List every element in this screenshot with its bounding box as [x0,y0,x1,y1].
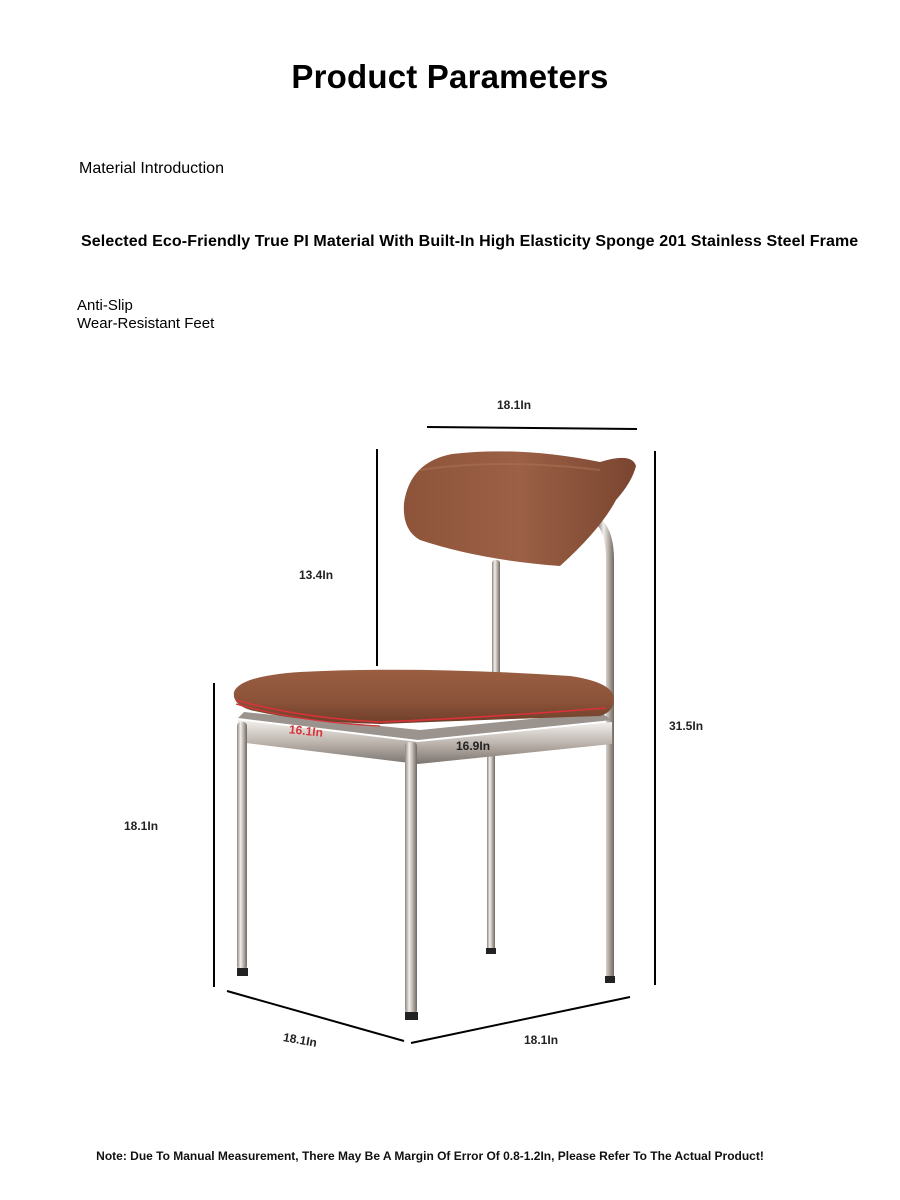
dim-backrest-width: 18.1In [497,398,532,412]
dim-line-base-depth [227,991,404,1041]
dim-backrest-height: 13.4In [299,568,334,582]
dim-base-depth: 18.1In [282,1030,318,1050]
dim-seat-height: 18.1In [124,819,159,833]
material-description: Selected Eco-Friendly True PI Material With Built-In High Elasticity Sponge 201 Stainless Steel Frame [81,233,859,250]
back-left-foot [486,948,496,954]
dim-line-backrest-width [427,427,637,429]
page-title: Product Parameters [291,58,609,95]
feature-line-anti-slip: Anti-Slip [77,297,133,314]
front-left-foot [237,968,248,976]
front-right-leg [405,742,417,1014]
dim-line-base-width [411,997,630,1043]
feature-line-wear-resistant: Wear-Resistant Feet [77,315,215,332]
dim-seat-depth: 16.1In [288,722,324,740]
front-left-leg [237,722,247,970]
back-right-foot [605,976,615,983]
dim-total-height: 31.5In [669,719,704,733]
dim-seat-width: 16.9In [456,739,491,753]
back-upright-right [598,520,614,978]
material-heading: Material Introduction [79,160,224,177]
back-left-leg [487,740,495,950]
dim-base-width: 18.1In [524,1033,559,1047]
measurement-note: Note: Due To Manual Measurement, There May Be A Margin Of Error Of 0.8-1.2In, Please Refer To The Actual Product! [96,1149,764,1163]
front-right-foot [405,1012,418,1020]
